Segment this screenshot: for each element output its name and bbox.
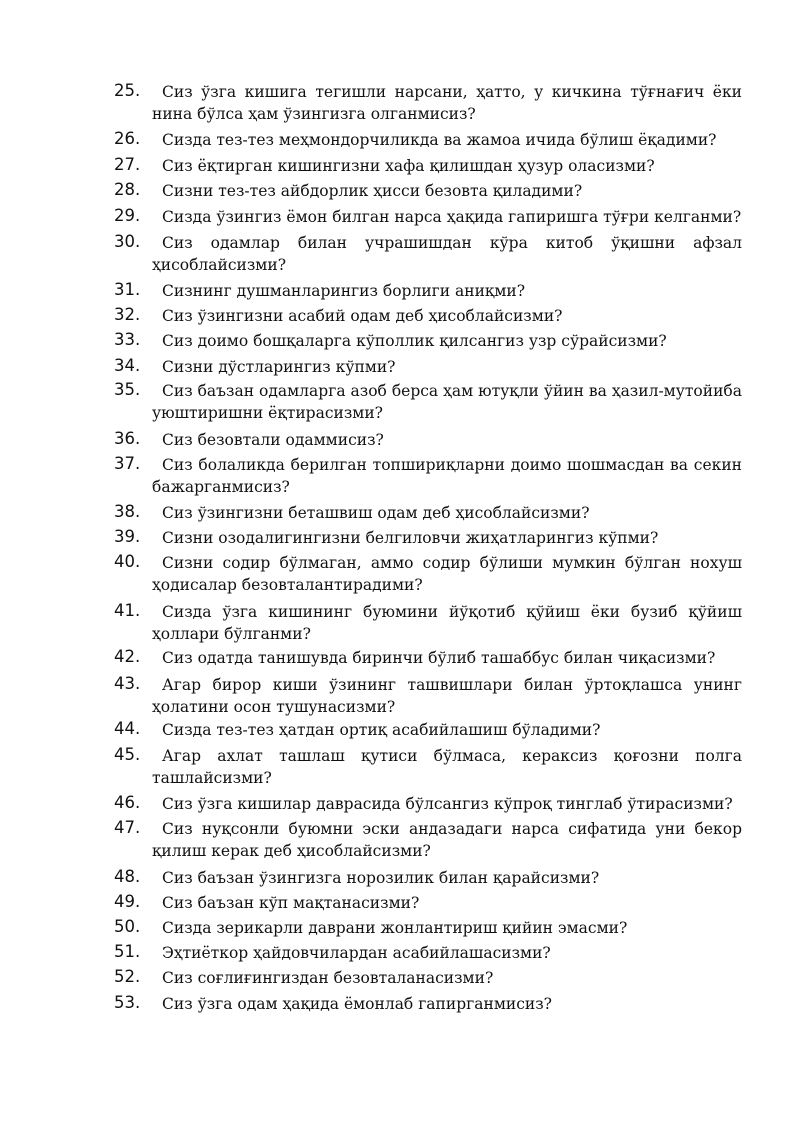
question-number: 52. bbox=[114, 967, 141, 986]
question-text: Сиз ўзингизни беташвиш одам деб ҳисоблайсизми? bbox=[162, 504, 590, 522]
question-number: 48. bbox=[114, 867, 141, 886]
question-number: 51. bbox=[114, 942, 141, 961]
question-text: Сиз соғлиғингиздан безовталанасизми? bbox=[162, 969, 494, 987]
question-text: Сиз ўзингизни асабий одам деб ҳисоблайсизми? bbox=[162, 307, 563, 325]
question-number: 42. bbox=[114, 647, 141, 666]
question-text: Сиз баъзан одамларга азоб берса ҳам ютуқли ўйин ва ҳазил-мутойиба уюштиришни ёқтирасизми? bbox=[152, 382, 742, 422]
question-text: Сизда тез-тез ҳатдан ортиқ асабийлашиш бўладими? bbox=[162, 721, 601, 739]
question-number: 41. bbox=[114, 601, 141, 620]
question-text: Сиз доимо бошқаларга кўполлик қилсангиз узр сўрайсизми? bbox=[162, 332, 667, 350]
question-text: Сиз безовтали одаммисиз? bbox=[162, 431, 384, 449]
question-number: 46. bbox=[114, 793, 141, 812]
question-text: Сизни тез-тез айбдорлик ҳисси безовта қиладими? bbox=[162, 182, 583, 200]
question-number: 33. bbox=[114, 330, 141, 349]
question-number: 39. bbox=[114, 527, 141, 546]
question-text: Агар бирор киши ўзининг ташвишлари билан ўртоқлашса унинг ҳолатини осон тушунасизми? bbox=[152, 676, 742, 716]
question-number: 49. bbox=[114, 892, 141, 911]
question-text: Сиз ўзга кишилар даврасида бўлсангиз кўпроқ тинглаб ўтирасизми? bbox=[162, 795, 733, 813]
question-text: Сиз ўзга кишига тегишли нарсани, ҳатто, у кичкина тўғнағич ёки нина бўлса ҳам ўзингизга олганмисиз? bbox=[152, 83, 742, 123]
question-text: Сиз болаликда берилган топшириқларни доимо шошмасдан ва секин бажарганмисиз? bbox=[152, 456, 742, 496]
question-text: Сиз баъзан кўп мақтанасизми? bbox=[162, 894, 420, 912]
question-text: Сизни озодалигингизни белгиловчи жиҳатларингиз кўпми? bbox=[162, 529, 659, 547]
question-text: Сиз ёқтирган кишингизни хафа қилишдан ҳузур оласизми? bbox=[162, 157, 655, 175]
question-number: 40. bbox=[114, 552, 141, 571]
question-text: Агар ахлат ташлаш қутиси бўлмаса, кераксиз қоғозни полга ташлайсизми? bbox=[152, 747, 742, 787]
question-number: 36. bbox=[114, 429, 141, 448]
question-number: 35. bbox=[114, 380, 141, 399]
question-text: Сизни содир бўлмаган, аммо содир бўлиши мумкин бўлган нохуш ҳодисалар безовталантирадими? bbox=[152, 554, 742, 594]
question-number: 45. bbox=[114, 745, 141, 764]
question-number: 47. bbox=[114, 818, 141, 837]
question-text: Сизда ўзингиз ёмон билган нарса ҳақида гапиришга тўғри келганми? bbox=[162, 208, 742, 226]
question-number: 25. bbox=[114, 81, 141, 100]
question-text: Сиз одатда танишувда биринчи бўлиб ташаббус билан чиқасизми? bbox=[162, 649, 716, 667]
question-number: 38. bbox=[114, 502, 141, 521]
question-number: 29. bbox=[114, 206, 141, 225]
question-number: 31. bbox=[114, 280, 141, 299]
question-number: 37. bbox=[114, 454, 141, 473]
question-number: 53. bbox=[114, 993, 141, 1012]
question-number: 44. bbox=[114, 719, 141, 738]
question-number: 43. bbox=[114, 674, 141, 693]
question-number: 28. bbox=[114, 180, 141, 199]
question-text: Сизнинг душманларингиз борлиги аниқми? bbox=[162, 282, 526, 300]
question-text: Сизда ўзга кишининг буюмини йўқотиб қўйиш ёки бузиб қўйиш ҳоллари бўлганми? bbox=[152, 603, 742, 643]
question-text: Сиз нуқсонли буюмни эски андазадаги нарса сифатида уни бекор қилиш керак деб ҳисоблайсизми? bbox=[152, 820, 742, 860]
question-number: 30. bbox=[114, 232, 141, 251]
question-text: Сиз одамлар билан учрашишдан кўра китоб ўқишни афзал ҳисоблайсизми? bbox=[152, 234, 742, 274]
question-text: Сиз баъзан ўзингизга норозилик билан қарайсизми? bbox=[162, 869, 600, 887]
question-number: 34. bbox=[114, 356, 141, 375]
question-number: 32. bbox=[114, 305, 141, 324]
question-number: 26. bbox=[114, 129, 141, 148]
question-number: 50. bbox=[114, 917, 141, 936]
question-text: Сизда тез-тез меҳмондорчиликда ва жамоа ичида бўлиш ёқадими? bbox=[162, 131, 717, 149]
question-text: Сизда зерикарли даврани жонлантириш қийин эмасми? bbox=[162, 919, 628, 937]
question-text: Сизни дўстларингиз кўпми? bbox=[162, 358, 396, 376]
question-number: 27. bbox=[114, 155, 141, 174]
question-text: Эҳтиёткор ҳайдовчилардан асабийлашасизми? bbox=[162, 944, 551, 962]
question-text: Сиз ўзга одам ҳақида ёмонлаб гапирганмисиз? bbox=[162, 995, 552, 1013]
